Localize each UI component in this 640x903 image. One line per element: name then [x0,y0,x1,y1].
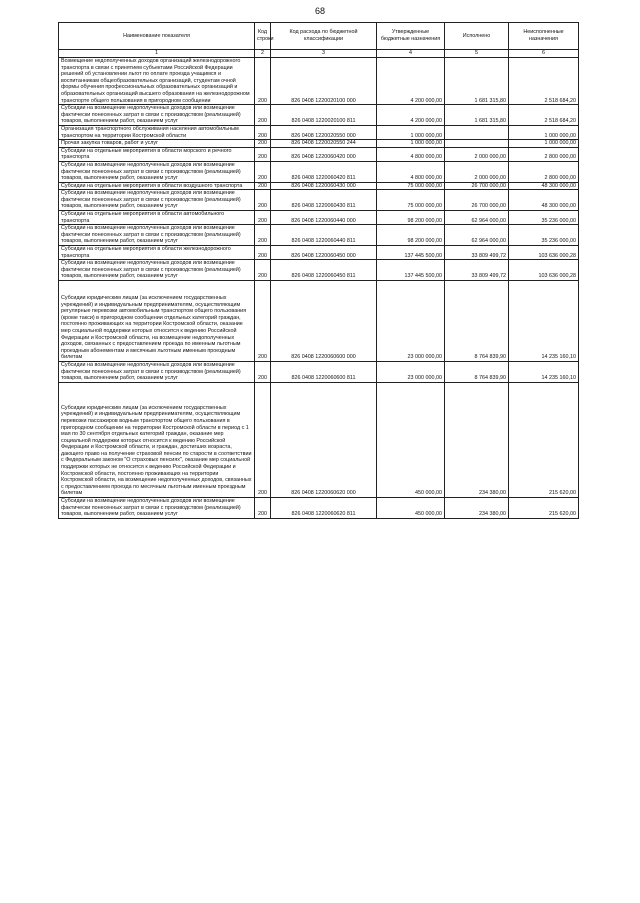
header-name: Наименование показателя [59,23,255,50]
column-number: 6 [509,50,579,58]
row-expense-code: 826 0408 1220060440 811 [271,225,377,246]
row-expense-code: 826 0408 1220020100 811 [271,105,377,126]
row-approved: 23 000 000,00 [377,281,445,362]
table-row [59,58,579,105]
row-name: Субсидии на отдельные мероприятия в области морского и речного транспорта [59,147,255,161]
row-approved: 450 000,00 [377,498,445,519]
table-row [59,125,579,139]
row-name: Субсидии на возмещение недополученных доходов или возмещение фактически понесенных затрат в связи с производством (реализацией) товаров, выполнением работ, оказанием услуг [59,260,255,281]
row-line-code: 200 [255,140,271,148]
header-approved: Утвержденные бюджетные назначения [377,23,445,50]
row-line-code: 200 [255,498,271,519]
row-approved: 4 200 000,00 [377,58,445,105]
row-line-code: 200 [255,260,271,281]
table-row [59,281,579,362]
row-executed: 234 380,00 [445,498,509,519]
row-expense-code: 826 0408 1220060450 000 [271,246,377,260]
row-expense-code: 826 0408 1220060420 000 [271,147,377,161]
row-unexecuted: 2 518 684,20 [509,58,579,105]
row-line-code: 200 [255,361,271,382]
table-row [59,211,579,225]
table-row [59,182,579,190]
row-executed: 26 700 000,00 [445,190,509,211]
row-approved: 1 000 000,00 [377,125,445,139]
header-expense-code: Код расхода по бюджетной классификации [271,23,377,50]
row-approved: 98 200 000,00 [377,225,445,246]
table-row [59,147,579,161]
table-row [59,246,579,260]
row-approved: 1 000 000,00 [377,140,445,148]
row-expense-code: 826 0408 1220060620 000 [271,382,377,497]
row-unexecuted: 2 800 000,00 [509,161,579,182]
row-name: Организация транспортного обслуживания населения автомобильным транспортом на территории Костромской области [59,125,255,139]
row-unexecuted: 215 620,00 [509,382,579,497]
row-name: Субсидии на отдельные мероприятия в области железнодорожного транспорта [59,246,255,260]
row-name: Возмещение недополученных доходов организаций железнодорожного транспорта в связи с принятием субъектами Российской Федерации решений об установлении льгот по оплате проезда учащимся и воспитанникам общеобразовательных организаций, студентам очной формы обучения профессиональных образовательных организаций и образовательных организаций высшего образования на железнодорожном транспорте общего пользования в пригородном сообщении [59,58,255,105]
table-row [59,105,579,126]
row-approved: 137 445 500,00 [377,260,445,281]
column-number: 3 [271,50,377,58]
row-line-code: 200 [255,58,271,105]
row-name: Прочая закупка товаров, работ и услуг [59,140,255,148]
table-row [59,498,579,519]
row-executed: 2 000 000,00 [445,161,509,182]
row-line-code: 200 [255,225,271,246]
table-row [59,361,579,382]
row-expense-code: 826 0408 1220020550 000 [271,125,377,139]
row-expense-code: 826 0408 1220060450 811 [271,260,377,281]
row-line-code: 200 [255,125,271,139]
row-approved: 98 200 000,00 [377,211,445,225]
row-executed: 26 700 000,00 [445,182,509,190]
row-executed: 8 764 839,90 [445,281,509,362]
row-expense-code: 826 0408 1220060600 811 [271,361,377,382]
row-expense-code: 826 0408 1220060440 000 [271,211,377,225]
budget-execution-table [58,22,579,519]
row-executed [445,125,509,139]
table-row [59,260,579,281]
row-name: Субсидии на возмещение недополученных доходов или возмещение фактически понесенных затрат в связи с производством (реализацией) товаров, выполнением работ, оказанием услуг [59,498,255,519]
row-expense-code: 826 0408 1220020550 244 [271,140,377,148]
table-row [59,382,579,497]
row-line-code: 200 [255,382,271,497]
row-executed: 62 964 000,00 [445,225,509,246]
column-number: 2 [255,50,271,58]
row-name: Субсидии на возмещение недополученных доходов или возмещение фактически понесенных затрат в связи с производством (реализацией) товаров, выполнением работ, оказанием услуг [59,105,255,126]
column-number: 5 [445,50,509,58]
row-unexecuted: 215 620,00 [509,498,579,519]
row-expense-code: 826 0408 1220060600 000 [271,281,377,362]
row-line-code: 200 [255,105,271,126]
table-body [59,58,579,519]
row-name: Субсидии юридическим лицам (за исключением государственных учреждений) и индивидуальным предпринимателям, осуществляющим перевозки пассажиров водным транспортом общего пользования в пригородном сообщении на территории Костромской области в период с 1 мая по 30 сентября отдельных категорий граждан, оказание мер социальной поддержки которых относится к ведению Российской Федерации и Костромской области, и граждан, достигших возраста, дающего право на получение страховой пенсии по старости в соответствии с Федеральным законом "О страховых пенсиях", оказание мер социальной поддержки которых не относится к ведению Российской Федерации и Костромской области, постоянно проживающих на территории Костромской области, на возмещение недополученных доходов, связанных с предоставлением проезда по месячным льготным именным проездным билетам [59,382,255,497]
row-unexecuted: 48 300 000,00 [509,190,579,211]
row-line-code: 200 [255,281,271,362]
row-expense-code: 826 0408 1220020100 000 [271,58,377,105]
row-unexecuted: 103 636 000,28 [509,260,579,281]
row-executed: 62 964 000,00 [445,211,509,225]
row-executed: 2 000 000,00 [445,147,509,161]
row-unexecuted: 1 000 000,00 [509,140,579,148]
row-unexecuted: 14 235 160,10 [509,361,579,382]
row-unexecuted: 14 235 160,10 [509,281,579,362]
header-unexecuted: Неисполненные назначения [509,23,579,50]
page-number: 68 [314,6,325,16]
row-unexecuted: 2 800 000,00 [509,147,579,161]
row-unexecuted: 1 000 000,00 [509,125,579,139]
table-row [59,225,579,246]
row-name: Субсидии на возмещение недополученных доходов или возмещение фактически понесенных затрат в связи с производством (реализацией) товаров, выполнением работ, оказанием услуг [59,225,255,246]
row-approved: 4 800 000,00 [377,161,445,182]
table-header-row [59,23,579,50]
column-number: 1 [59,50,255,58]
row-name: Субсидии юридическим лицам (за исключением государственных учреждений) и индивидуальным предпринимателям, осуществляющим регулярные перевозки автомобильным транспортом общего пользования (кроме такси) в пригородном сообщении отдельных категорий граждан, постоянно проживающих на территории Костромской области, оказание мер социальной поддержки которых относится к ведению Российской Федерации и Костромской области, на возмещение недополученных доходов, связанных с предоставлением проезда по именным льготным проездным абонементам и месячным льготным именным проездным билетам [59,281,255,362]
row-executed: 33 809 499,72 [445,246,509,260]
row-line-code: 200 [255,190,271,211]
column-number: 4 [377,50,445,58]
row-approved: 4 200 000,00 [377,105,445,126]
table-row [59,140,579,148]
row-executed: 8 764 839,90 [445,361,509,382]
row-approved: 75 000 000,00 [377,182,445,190]
row-name: Субсидии на отдельные мероприятия в области воздушного транспорта [59,182,255,190]
row-line-code: 200 [255,147,271,161]
row-name: Субсидии на отдельные мероприятия в области автомобильного транспорта [59,211,255,225]
row-approved: 137 445 500,00 [377,246,445,260]
row-expense-code: 826 0408 1220060430 000 [271,182,377,190]
row-expense-code: 826 0408 1220060420 811 [271,161,377,182]
row-unexecuted: 48 300 000,00 [509,182,579,190]
row-expense-code: 826 0408 1220060430 811 [271,190,377,211]
row-executed: 234 380,00 [445,382,509,497]
row-approved: 75 000 000,00 [377,190,445,211]
table-row [59,161,579,182]
row-approved: 4 800 000,00 [377,147,445,161]
row-name: Субсидии на возмещение недополученных доходов или возмещение фактически понесенных затрат в связи с производством (реализацией) товаров, выполнением работ, оказанием услуг [59,161,255,182]
row-name: Субсидии на возмещение недополученных доходов или возмещение фактически понесенных затрат в связи с производством (реализацией) товаров, выполнением работ, оказанием услуг [59,361,255,382]
row-name: Субсидии на возмещение недополученных доходов или возмещение фактически понесенных затрат в связи с производством (реализацией) товаров, выполнением работ, оказанием услуг [59,190,255,211]
row-executed [445,140,509,148]
row-approved: 23 000 000,00 [377,361,445,382]
row-expense-code: 826 0408 1220060620 811 [271,498,377,519]
row-line-code: 200 [255,161,271,182]
header-executed: Исполнено [445,23,509,50]
header-line-code: Код строки [255,23,271,50]
row-unexecuted: 35 236 000,00 [509,225,579,246]
row-executed: 1 681 315,80 [445,58,509,105]
row-unexecuted: 103 636 000,28 [509,246,579,260]
column-number-row [59,50,579,58]
row-approved: 450 000,00 [377,382,445,497]
row-line-code: 200 [255,182,271,190]
row-line-code: 200 [255,211,271,225]
row-executed: 33 809 499,72 [445,260,509,281]
row-unexecuted: 35 236 000,00 [509,211,579,225]
row-executed: 1 681 315,80 [445,105,509,126]
table-row [59,190,579,211]
row-unexecuted: 2 518 684,20 [509,105,579,126]
row-line-code: 200 [255,246,271,260]
